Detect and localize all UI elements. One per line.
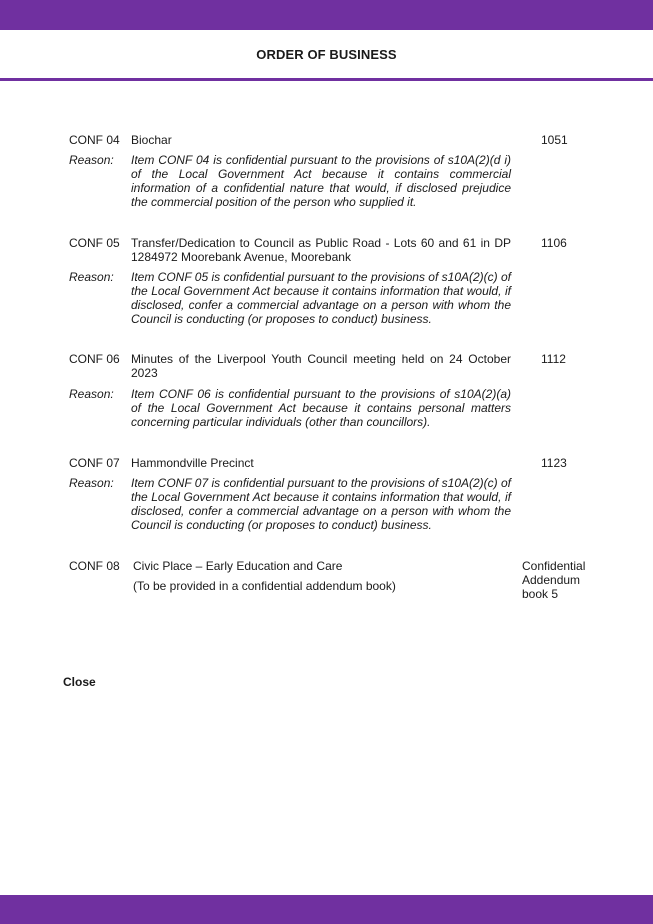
close-heading: Close — [63, 675, 96, 689]
page-ref-line: Confidential — [522, 559, 586, 573]
reason-label: Reason: — [69, 153, 114, 167]
page-ref-line: book 5 — [522, 587, 559, 601]
item-code: CONF 08 — [69, 559, 120, 573]
reason-label: Reason: — [69, 387, 114, 401]
footer-band — [0, 895, 653, 924]
item-title: Hammondville Precinct — [131, 456, 254, 470]
item-code: CONF 07 — [69, 456, 120, 470]
title-divider — [0, 78, 653, 81]
reason-text: Item CONF 06 is confidential pursuant to the provisions of s10A(2)(a) of the Local Government Act because it contains personal matters concerning particular individuals (other than councillors). — [131, 387, 511, 429]
item-page-reference — [522, 559, 622, 601]
item-title: Minutes of the Liverpool Youth Council meeting held on 24 October 2023 — [131, 352, 511, 380]
item-code: CONF 05 — [69, 236, 120, 250]
item-note: (To be provided in a confidential addendum book) — [133, 579, 396, 593]
item-title: Transfer/Dedication to Council as Public Road - Lots 60 and 61 in DP 1284972 Moorebank Avenue, Moorebank — [131, 236, 511, 264]
reason-text: Item CONF 07 is confidential pursuant to the provisions of s10A(2)(c) of the Local Government Act because it contains information that would, if disclosed, confer a commercial advantage on a person with whom the Council is conducting (or proposes to conduct) business. — [131, 476, 511, 532]
reason-text: Item CONF 04 is confidential pursuant to the provisions of s10A(2)(d i) of the Local Government Act because it contains commercial information of a confidential nature that would, if disclosed prejudice the commercial position of the person who supplied it. — [131, 153, 511, 209]
reason-text: Item CONF 05 is confidential pursuant to the provisions of s10A(2)(c) of the Local Government Act because it contains information that would, if disclosed, confer a commercial advantage on a person with whom the Council is conducting (or proposes to conduct) business. — [131, 270, 511, 326]
item-code: CONF 06 — [69, 352, 120, 366]
reason-label: Reason: — [69, 476, 114, 490]
reason-label: Reason: — [69, 270, 114, 284]
header-band — [0, 0, 653, 30]
item-title: Biochar — [131, 133, 172, 147]
item-page-number: 1123 — [541, 456, 567, 470]
page-title: ORDER OF BUSINESS — [256, 47, 397, 62]
page-ref-line: Addendum — [522, 573, 581, 587]
item-page-number: 1051 — [541, 133, 568, 147]
item-page-number: 1106 — [541, 236, 567, 250]
item-title: Civic Place – Early Education and Care — [133, 559, 343, 573]
item-page-number: 1112 — [541, 352, 566, 366]
item-code: CONF 04 — [69, 133, 120, 147]
